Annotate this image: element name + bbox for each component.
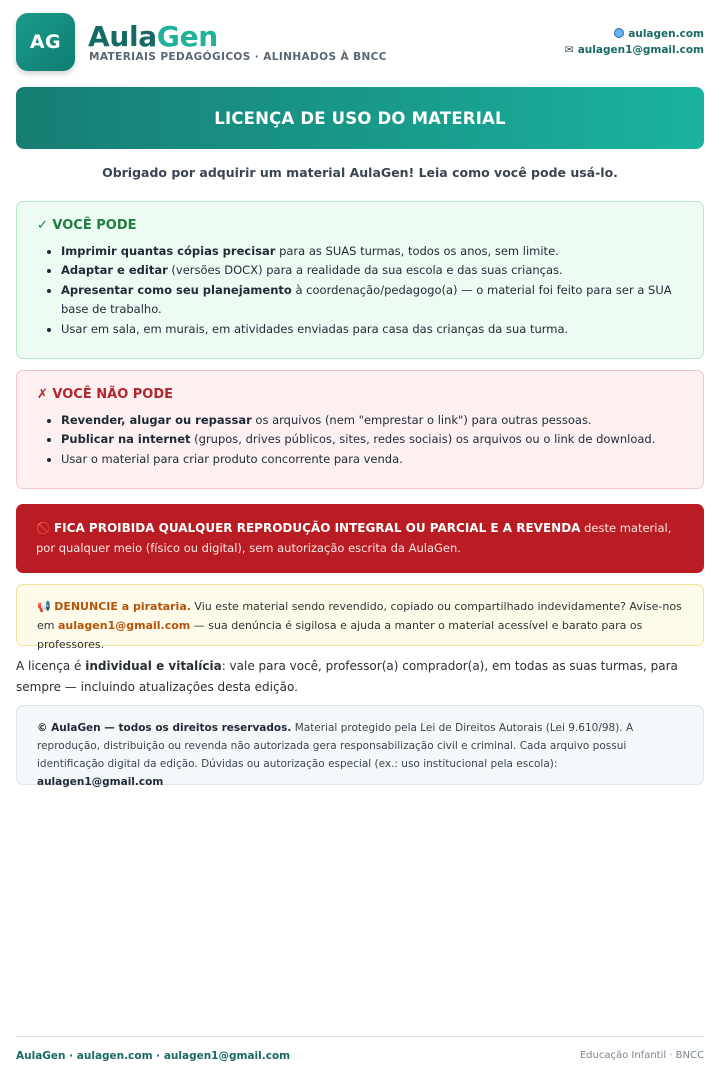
megaphone-icon: 📢 (37, 600, 51, 613)
mail-icon: ✉ (564, 44, 574, 56)
list-item: • Usar em sala, em murais, em atividades enviadas para casa das crianças da sua turma. (61, 320, 683, 340)
cannot-list (37, 411, 683, 470)
license-terms: A licença é individual e vitalícia: vale para você, professor(a) comprador(a), em todas as suas turmas, para sempre — incluindo atualizações desta edição. (16, 659, 678, 694)
cannot-section (16, 370, 704, 489)
list-item: • Apresentar como seu planejamento à coordenação/pedagogo(a) — o material foi feito para ser a SUA base de trabalho. (61, 281, 683, 320)
can-list (37, 242, 683, 340)
prohibited-icon: 🚫 (36, 521, 51, 535)
page-header (16, 13, 704, 73)
footer-divider (16, 1036, 704, 1037)
prohibition-notice: 🚫 FICA PROIBIDA QUALQUER REPRODUÇÃO INTEGRAL OU PARCIAL E A REVENDA deste material, por qualquer meio (físico ou digital), sem autorização escrita da AulaGen. (16, 504, 704, 573)
logo: AG (16, 13, 75, 71)
report-email-link[interactable]: aulagen1@gmail.com (57, 619, 191, 632)
email-link[interactable]: ✉ aulagen1@gmail.com (564, 44, 704, 56)
footer-category: Educação Infantil · BNCC (579, 1050, 704, 1061)
list-item: • Imprimir quantas cópias precisar para as SUAS turmas, todos os anos, sem limite. (61, 242, 683, 262)
list-item: • Usar o material para criar produto concorrente para venda. (61, 450, 683, 470)
report-piracy-notice: 📢 DENUNCIE a pirataria. Viu este material sendo revendido, copiado ou compartilhado indevidamente? Avise-nos em aulagen1@gmail.com — sua denúncia é sigilosa e ajuda a manter o material acessível e barato para os professores. (16, 584, 704, 646)
footer-contact: AulaGen · aulagen.com · aulagen1@gmail.com (16, 1050, 291, 1062)
cannot-title: ✗ VOCÊ NÃO PODE (37, 387, 174, 402)
contact-info (565, 26, 704, 58)
copyright-notice: © AulaGen — todos os direitos reservados. Material protegido pela Lei de Direitos Autorais (Lei 9.610/98). A reprodução, distribuição ou revenda não autorizada gera responsabilização civil e criminal. Cada arquivo possui identificação digital da edição. Dúvidas ou autorização especial (ex.: uso institucional pela escola): aulagen1@gmail.com (16, 705, 704, 785)
website-link[interactable]: aulagen.com (565, 26, 704, 42)
can-title: ✓ VOCÊ PODE (37, 218, 137, 233)
list-item: • Revender, alugar ou repassar os arquivos (nem "emprestar o link") para outras pessoas. (61, 411, 683, 431)
intro-text: Obrigado por adquirir um material AulaGen! Leia como você pode usá-lo. (102, 165, 618, 180)
can-section (16, 201, 704, 359)
rights-email-link[interactable]: aulagen1@gmail.com (37, 776, 164, 788)
license-banner: LICENÇA DE USO DO MATERIAL (16, 87, 704, 149)
globe-icon (614, 28, 624, 38)
list-item: • Publicar na internet (grupos, drives públicos, sites, redes sociais) os arquivos ou o link de download. (61, 430, 683, 450)
brand-name: AulaGen (88, 20, 218, 53)
list-item: • Adaptar e editar (versões DOCX) para a realidade da sua escola e das suas crianças. (61, 261, 683, 281)
tagline: MATERIAIS PEDAGÓGICOS · ALINHADOS À BNCC (89, 51, 387, 63)
